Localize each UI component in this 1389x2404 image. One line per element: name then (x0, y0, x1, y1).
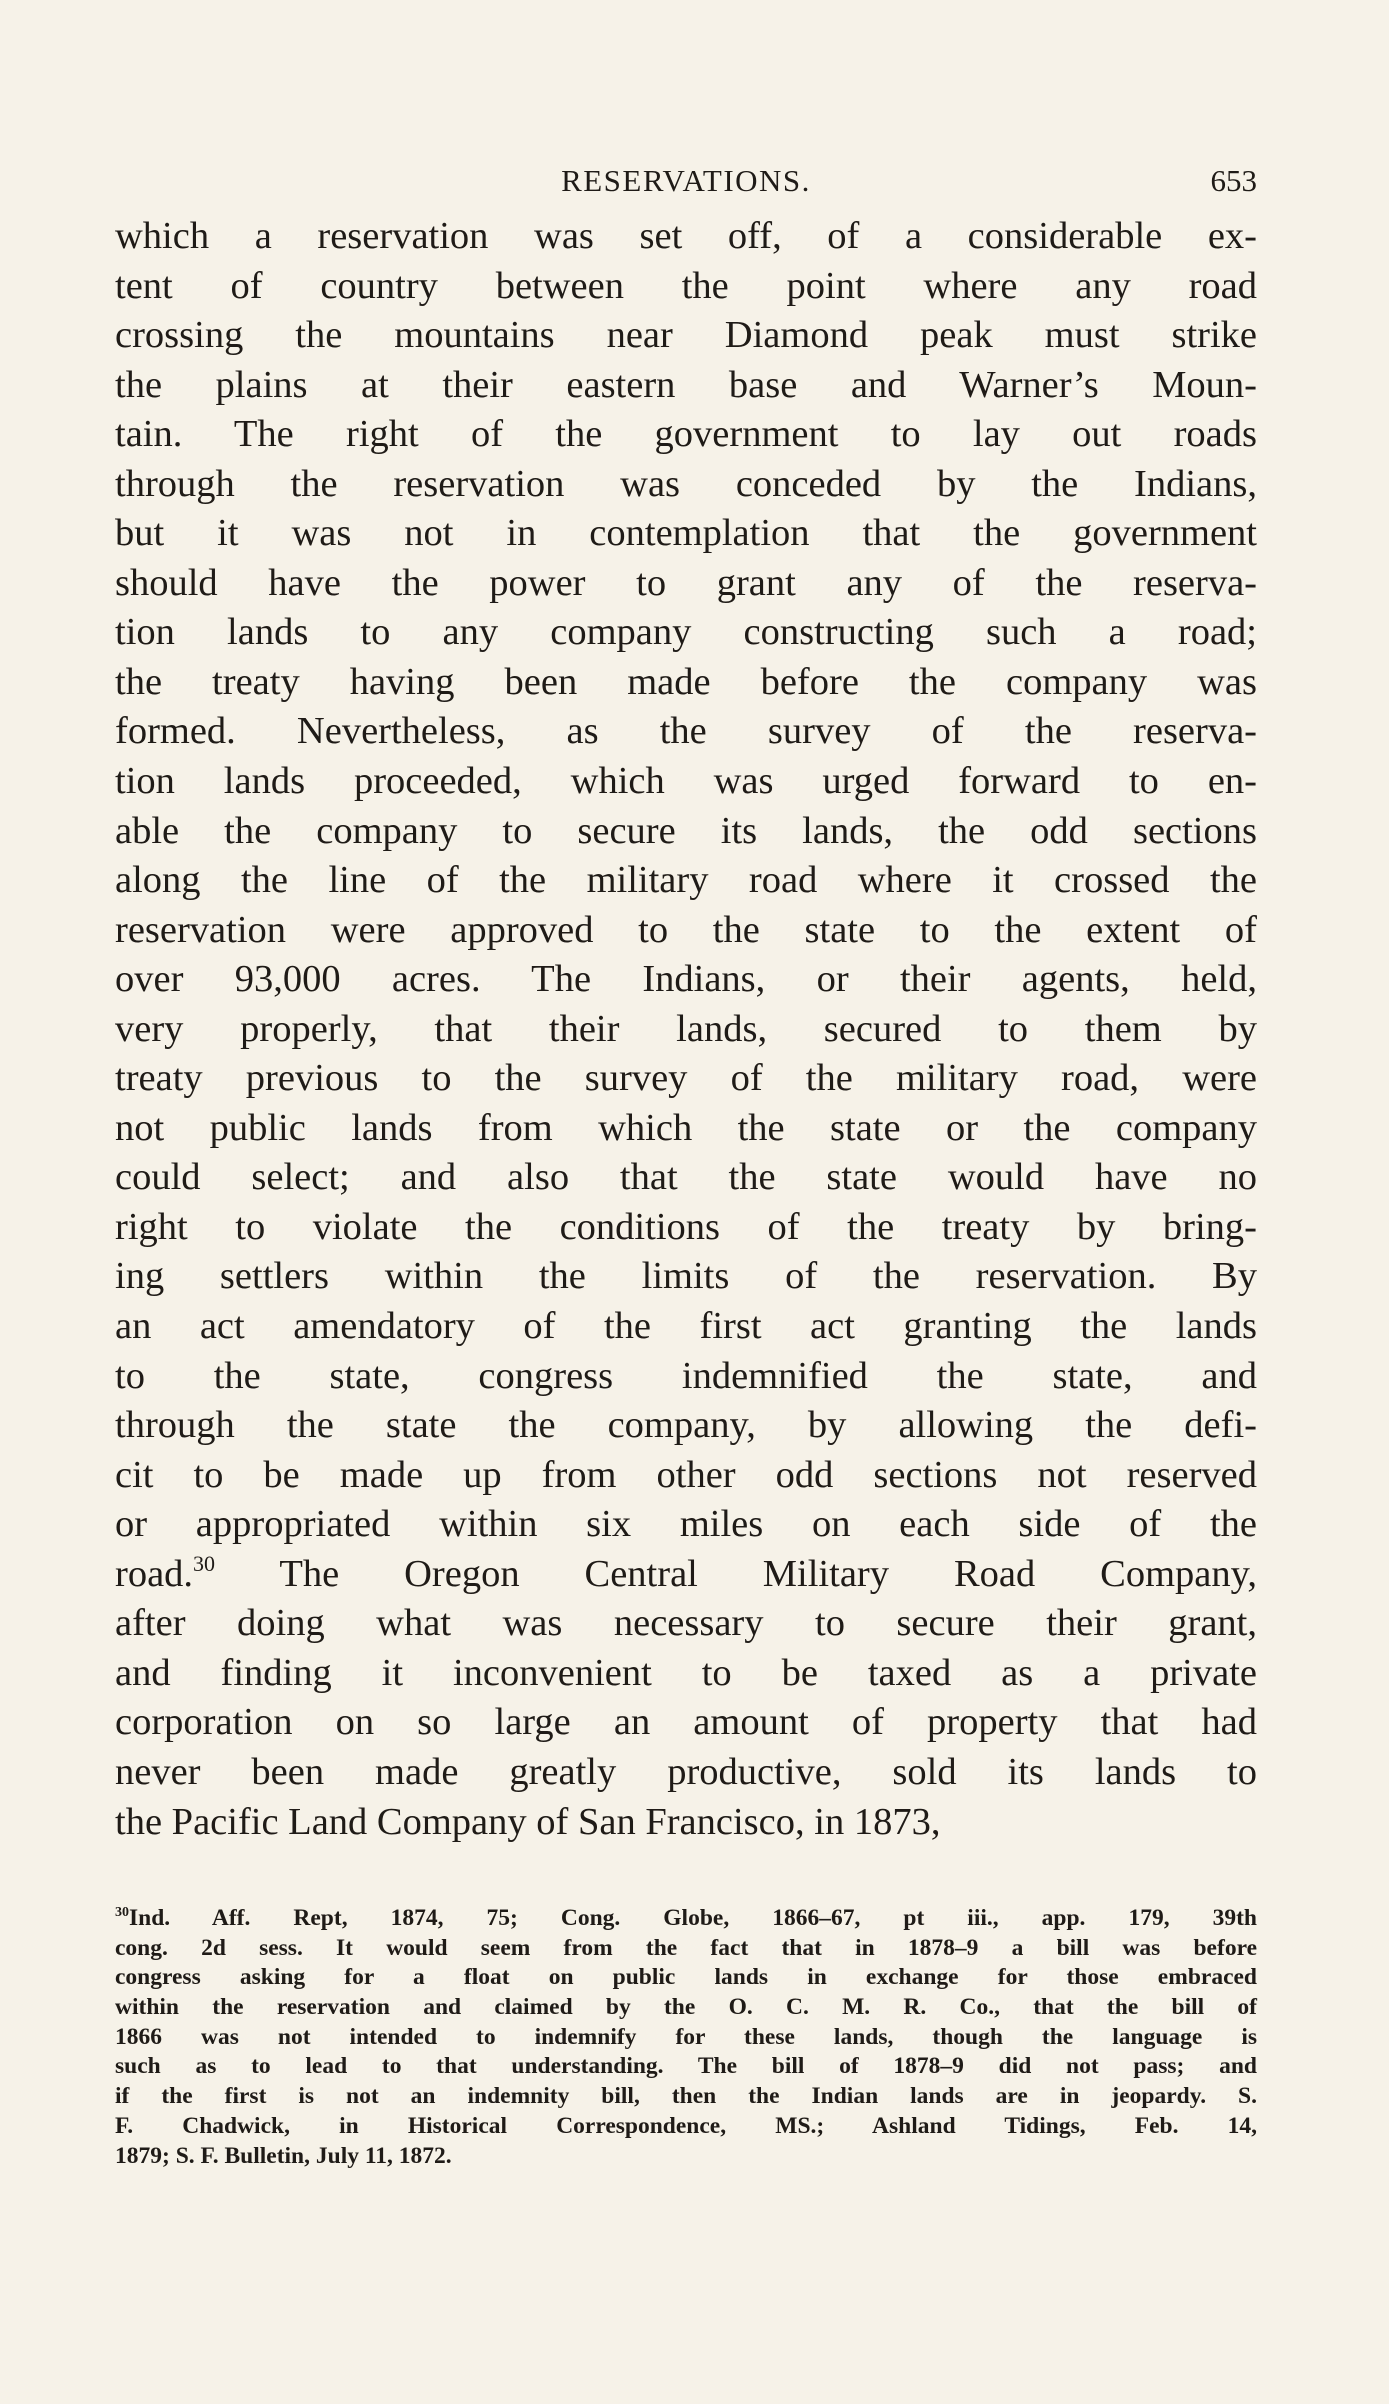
body-line: should have the power to grant any of the reserva- (115, 561, 1257, 604)
footnote-line: 1866 was not intended to indemnify for these lands, though the language is (115, 2023, 1257, 2050)
footnote-line-text: Ind. Aff. Rept, 1874, 75; Cong. Globe, 1866–67, pt iii., app. 179, 39th (129, 1905, 1257, 1931)
body-line: tain. The right of the government to lay out roads (115, 413, 1257, 456)
body-line: an act amendatory of the first act granting the lands (115, 1305, 1257, 1348)
body-line: along the line of the military road where it crossed the (115, 859, 1257, 902)
body-line: or appropriated within six miles on each side of the (115, 1503, 1257, 1546)
body-line: the Pacific Land Company of San Francisco, in 1873, (115, 1800, 941, 1843)
body-line: which a reservation was set off, of a considerable ex- (115, 215, 1257, 257)
page-number: 653 (1210, 163, 1257, 198)
body-line: after doing what was necessary to secure their grant, (115, 1602, 1257, 1645)
body-line: crossing the mountains near Diamond peak must strike (115, 314, 1257, 357)
body-line: over 93,000 acres. The Indians, or their agents, held, (115, 958, 1257, 1001)
body-line: formed. Nevertheless, as the survey of the reserva- (115, 710, 1257, 753)
body-line: tion lands to any company constructing such a road; (115, 611, 1257, 654)
body-line: the treaty having been made before the company was (115, 660, 1257, 703)
body-line: corporation on so large an amount of property that had (115, 1701, 1257, 1744)
footnote-mark: 30 (115, 1905, 129, 1920)
footnote (115, 1904, 1257, 2171)
footnote-reference: 30 (193, 1550, 216, 1576)
running-head (115, 163, 1257, 203)
body-line: reservation were approved to the state to the extent of (115, 908, 1257, 951)
body-line: right to violate the conditions of the treaty by bring- (115, 1205, 1257, 1248)
footnote-line: F. Chadwick, in Historical Correspondence, MS.; Ashland Tidings, Feb. 14, (115, 2112, 1257, 2139)
body-line: could select; and also that the state would have no (115, 1156, 1257, 1199)
body-line: to the state, congress indemnified the state, and (115, 1354, 1257, 1397)
body-line: but it was not in contemplation that the government (115, 512, 1257, 555)
body-line: ing settlers within the limits of the reservation. By (115, 1255, 1257, 1298)
footnote-line: if the first is not an indemnity bill, then the Indian lands are in jeopardy. S. (115, 2083, 1257, 2110)
running-title: RESERVATIONS. (561, 163, 811, 198)
footnote-line (115, 1904, 1257, 1934)
body-line: the plains at their eastern base and Warner’s Moun- (115, 363, 1257, 406)
body-text (115, 212, 1257, 1847)
body-line: through the reservation was conceded by the Indians, (115, 462, 1257, 505)
footnote-line: congress asking for a float on public lands in exchange for those embraced (115, 1964, 1257, 1991)
footnote-line: within the reservation and claimed by the O. C. M. R. Co., that the bill of (115, 1994, 1257, 2021)
body-line: able the company to secure its lands, the odd sections (115, 809, 1257, 852)
footnote-line: cong. 2d sess. It would seem from the fact that in 1878–9 a bill was before (115, 1934, 1257, 1961)
body-line: tion lands proceeded, which was urged forward to en- (115, 760, 1257, 803)
body-line-end: The Oregon Central Military Road Company, (279, 1552, 1257, 1595)
footnote-line: 1879; S. F. Bulletin, July 11, 1872. (115, 2142, 452, 2169)
body-line: very properly, that their lands, secured to them by (115, 1007, 1257, 1050)
body-line: tent of country between the point where any road (115, 264, 1257, 307)
body-line: and finding it inconvenient to be taxed as a private (115, 1651, 1257, 1694)
body-line: never been made greatly productive, sold its lands to (115, 1750, 1257, 1793)
body-line: treaty previous to the survey of the military road, were (115, 1057, 1257, 1100)
body-line: not public lands from which the state or the company (115, 1106, 1257, 1149)
footnote-line: such as to lead to that understanding. The bill of 1878–9 did not pass; and (115, 2053, 1257, 2080)
body-line-with-footnote-ref (115, 1550, 1257, 1600)
body-line: through the state the company, by allowing the defi- (115, 1404, 1257, 1447)
body-line: cit to be made up from other odd sections not reserved (115, 1453, 1257, 1496)
body-line-start: road. (115, 1552, 194, 1595)
